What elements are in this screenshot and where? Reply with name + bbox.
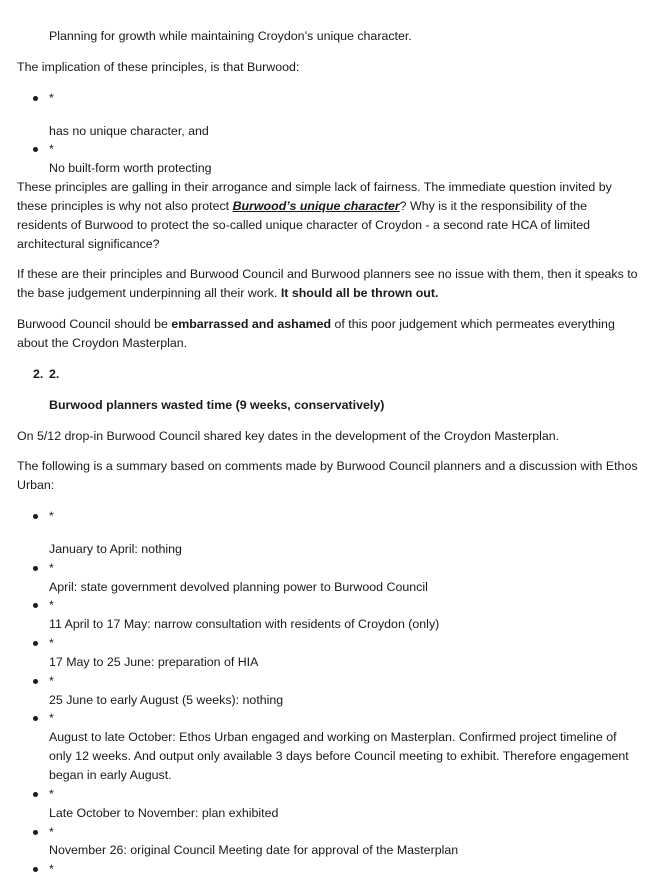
- section-number-label: 2.: [49, 366, 60, 381]
- list-item: [17, 634, 639, 653]
- bullet-icon: [33, 514, 38, 519]
- list-item: [17, 559, 639, 578]
- list-item: [17, 785, 639, 804]
- dropin-paragraph: On 5/12 drop-in Burwood Council shared key dates in the development of the Croydon Masterplan.: [17, 428, 560, 443]
- timeline-list: [17, 507, 639, 879]
- embarrassed-paragraph: Burwood Council should be embarrassed and ashamed of this poor judgement which permeates everything about the Croydon Masterplan.: [17, 317, 615, 350]
- judgement-paragraph: If these are their principles and Burwood Council and Burwood planners see no issue with them, then it speaks to the base judgement underpinning all their work. It should all be thrown out.: [17, 267, 638, 301]
- timeline-item-text: 11 April to 17 May: narrow consultation with residents of Croydon (only): [49, 617, 440, 632]
- bullet-icon: [33, 830, 38, 835]
- thrown-out-emphasis: It should all be thrown out.: [280, 286, 439, 301]
- bullet-marker: *: [49, 636, 54, 651]
- list-item: [17, 507, 639, 526]
- implication-line: The implication of these principles, is that Burwood:: [17, 59, 300, 74]
- timeline-item-text: April: state government devolved planning power to Burwood Council: [49, 579, 428, 594]
- bullet-icon: [33, 792, 38, 797]
- list-item: [17, 596, 639, 615]
- bullet-marker: *: [49, 673, 54, 688]
- bullet-marker: *: [49, 786, 54, 801]
- list-item: [17, 823, 639, 842]
- embarrassed-emphasis: embarrassed and ashamed: [171, 317, 332, 332]
- section-2-heading: Burwood planners wasted time (9 weeks, conservatively): [49, 397, 385, 412]
- timeline-item-text: November 26: original Council Meeting date for approval of the Masterplan: [49, 843, 459, 858]
- bullet-icon: [33, 147, 38, 152]
- intro-line: Planning for growth while maintaining Croydon’s unique character.: [49, 29, 412, 43]
- section-number: 2.: [33, 366, 44, 381]
- bullet-icon: [33, 96, 38, 101]
- summary-paragraph: The following is a summary based on comments made by Burwood Council planners and a discussion with Ethos Urban:: [17, 459, 638, 493]
- list-item: [17, 672, 639, 691]
- timeline-item-text: 25 June to early August (5 weeks): nothing: [49, 692, 284, 707]
- bullet-marker: *: [49, 598, 54, 613]
- bullet-marker: *: [49, 142, 54, 157]
- bullet-icon: [33, 716, 38, 721]
- bullet-marker: *: [49, 509, 54, 524]
- bullet-icon: [33, 641, 38, 646]
- timeline-item-text: January to April: nothing: [49, 541, 182, 556]
- implication-list: [17, 89, 639, 178]
- bullet-icon: [33, 566, 38, 571]
- bullet-icon: [33, 867, 38, 872]
- bullet-marker: *: [49, 90, 54, 105]
- bullet-marker: *: [49, 560, 54, 575]
- timeline-item-text: August to late October: Ethos Urban engaged and working on Masterplan. Confirmed project timeline of only 12 weeks. And output only available 3 days before Council meeting to exhibit. Therefore engagement began in early August.: [49, 730, 629, 782]
- bullet-icon: [33, 603, 38, 608]
- list-item: [17, 140, 639, 159]
- burwood-character-link[interactable]: Burwood’s unique character: [232, 198, 400, 213]
- bullet-marker: *: [49, 824, 54, 839]
- bullet-marker: *: [49, 711, 54, 726]
- list-item: [17, 709, 639, 728]
- list-item: [17, 89, 639, 108]
- timeline-item-text: Late October to November: plan exhibited: [49, 805, 279, 820]
- document-page: [17, 27, 639, 879]
- timeline-item-text: 17 May to 25 June: preparation of HIA: [49, 654, 259, 669]
- list-item: [17, 860, 639, 879]
- bullet-icon: [33, 679, 38, 684]
- galling-paragraph: These principles are galling in their arrogance and simple lack of fairness. The immediate question invited by these principles is why not also protect Burwood’s unique character? Why is it the responsibility of the residents of Burwood to protect the so-called unique character of Croydon - a second rate HCA of limited architectural significance?: [17, 180, 612, 251]
- list-item-text: has no unique character, and: [49, 123, 209, 138]
- section-2-number: [17, 365, 639, 384]
- bullet-marker: *: [49, 862, 54, 877]
- list-item-text: No built-form worth protecting: [49, 161, 212, 176]
